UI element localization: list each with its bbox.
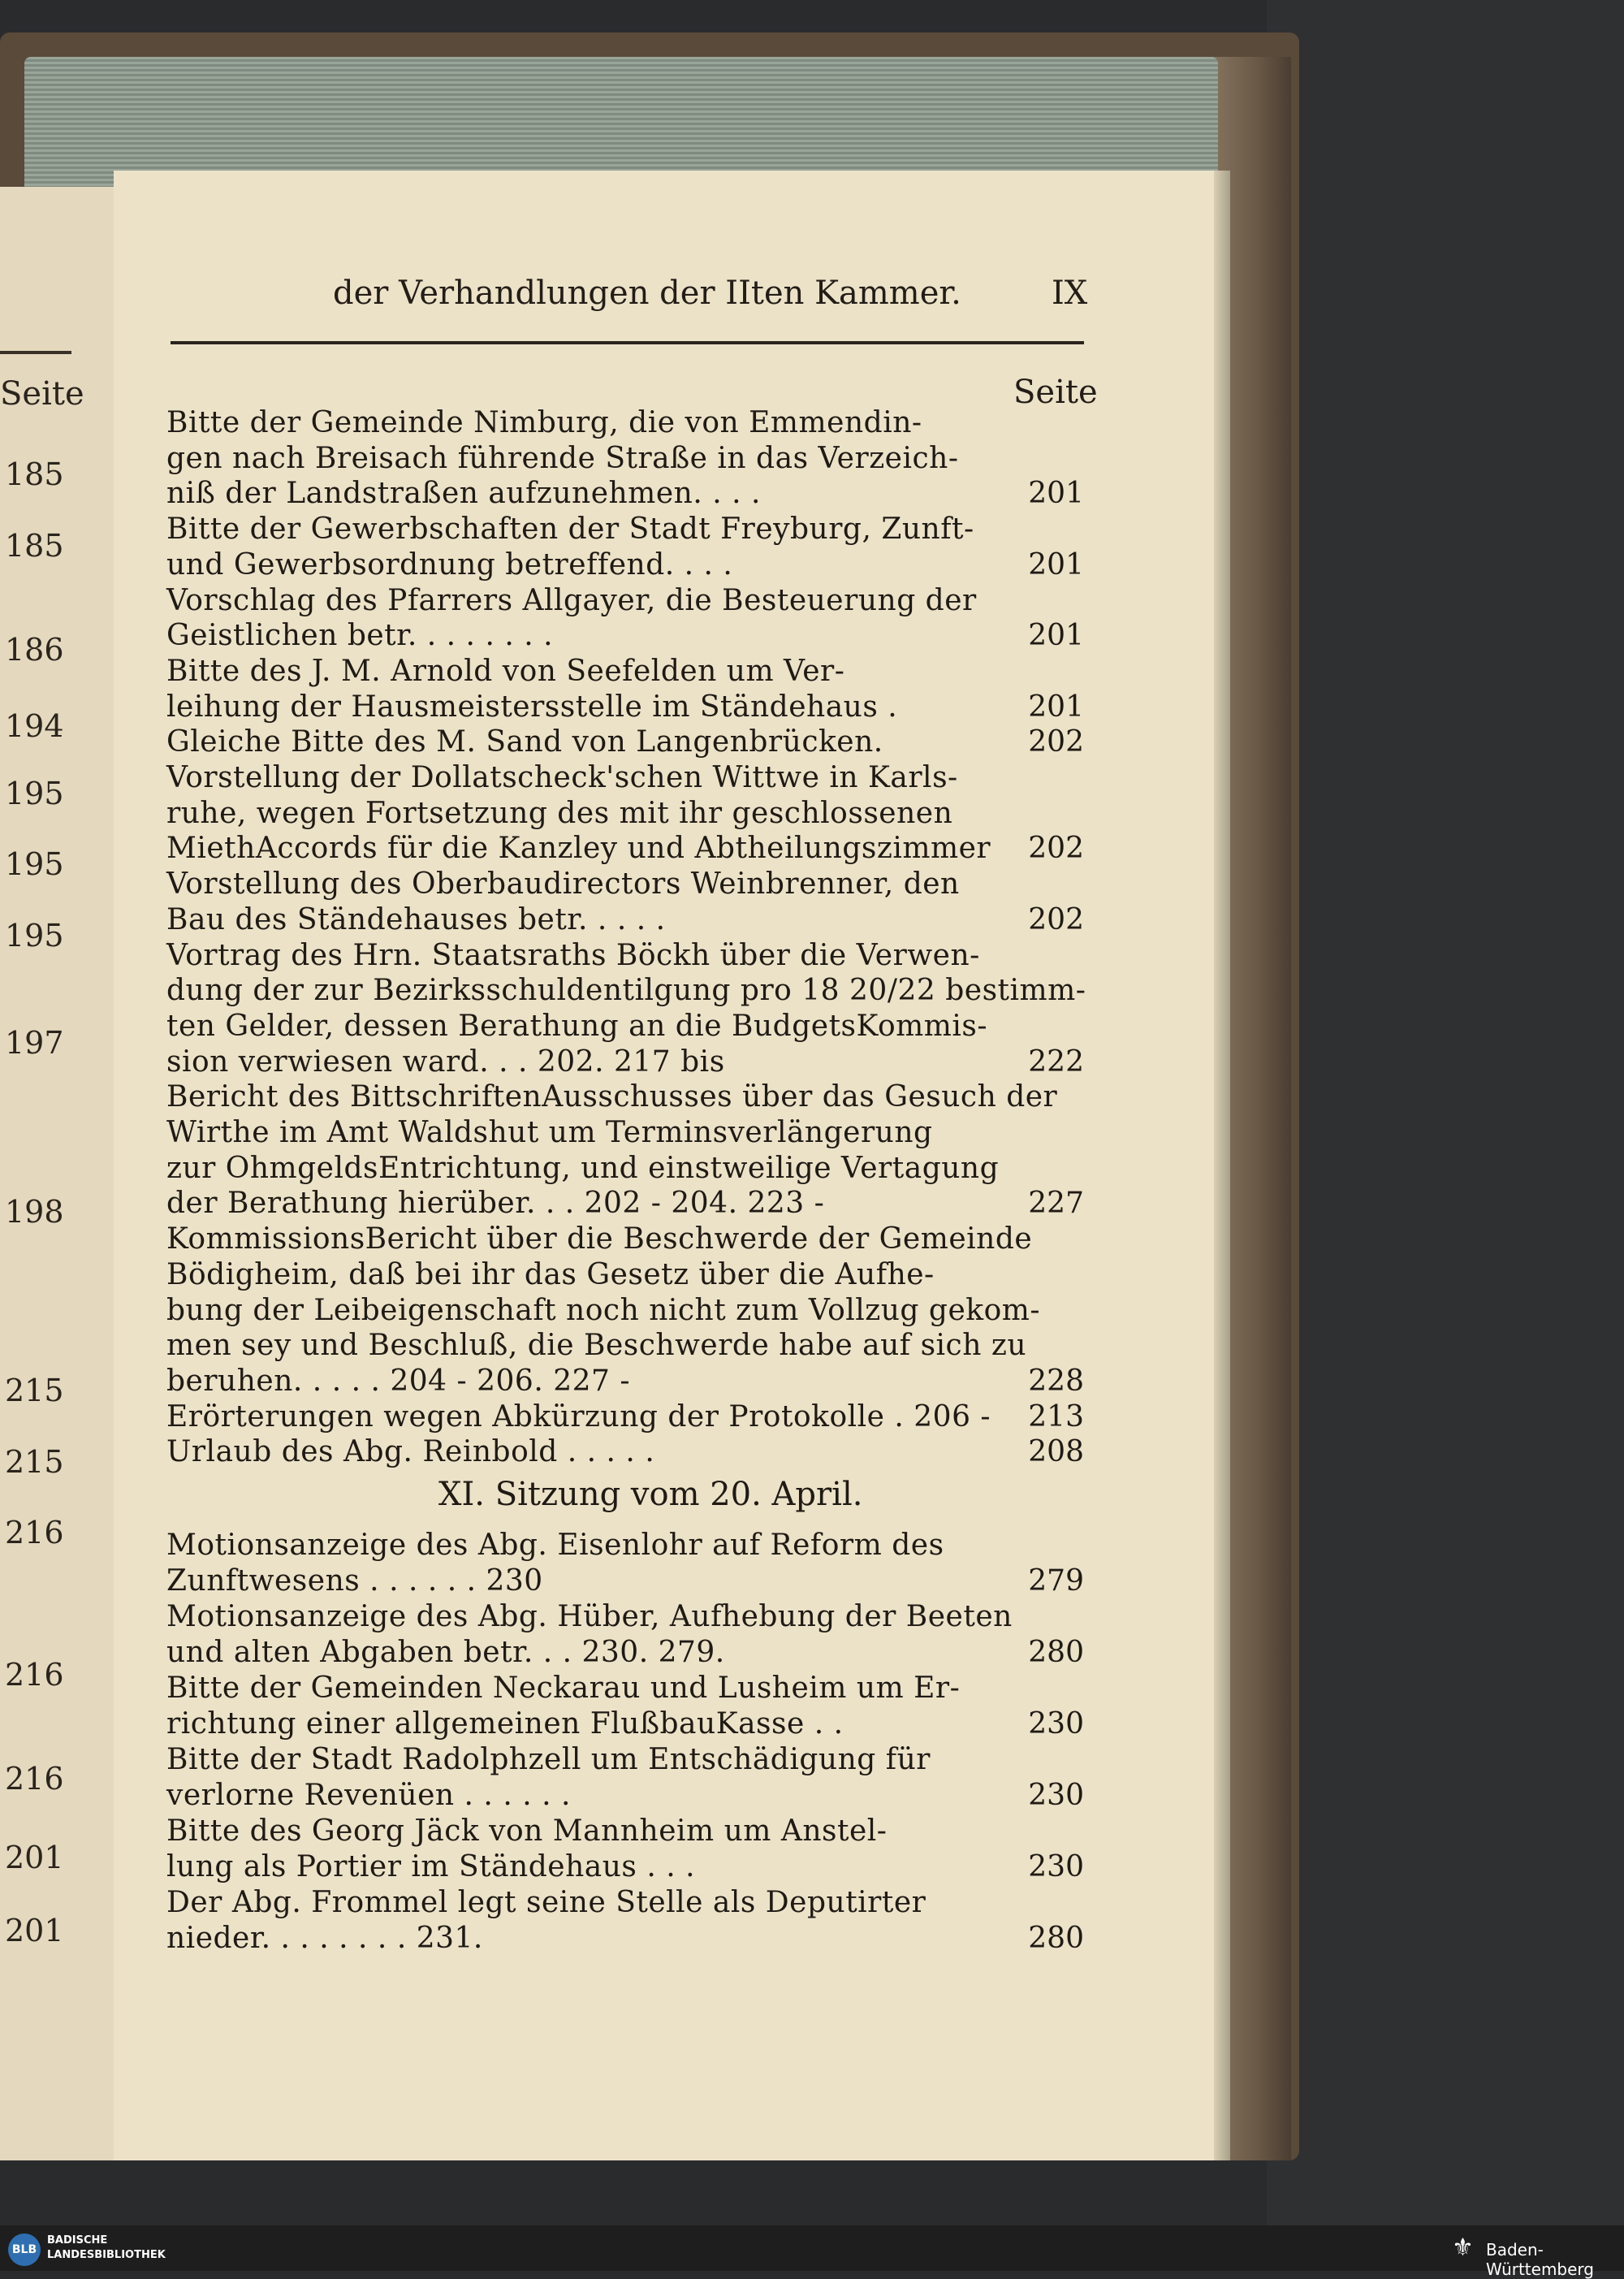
left-page-number: 197 xyxy=(5,1025,64,1061)
left-page-number: 201 xyxy=(5,1840,64,1875)
entry-line: der Berathung hierüber. . . 202 - 204. 223 - xyxy=(166,1187,825,1221)
entry-line: Motionsanzeige des Abg. Eisenlohr auf Reform des xyxy=(166,1529,944,1562)
entry-page-ref: 230 xyxy=(1028,1707,1084,1741)
entry-line: Gleiche Bitte des M. Sand von Langenbrücken. xyxy=(166,725,883,759)
footer-bar xyxy=(0,2225,1624,2271)
entry-line: Bödigheim, daß bei ihr das Gesetz über die Aufhe- xyxy=(166,1257,935,1291)
left-page-number: 216 xyxy=(5,1657,64,1693)
left-page-number: 185 xyxy=(5,528,64,564)
entry-page-ref: 227 xyxy=(1028,1187,1084,1221)
section-title: XI. Sitzung vom 20. April. xyxy=(438,1476,863,1513)
left-page-number: 194 xyxy=(5,708,64,744)
entry-page-ref: 222 xyxy=(1028,1044,1084,1079)
entry-line: gen nach Breisach führende Straße in das Verzeich- xyxy=(166,441,959,475)
left-page-number: 215 xyxy=(5,1373,64,1408)
library-name xyxy=(47,2234,166,2263)
library-name-line1: BADISCHE xyxy=(47,2234,108,2247)
page-edges xyxy=(24,57,1218,187)
left-page-number: 195 xyxy=(5,776,64,811)
entry-line: Zunftwesens . . . . . . 230 xyxy=(166,1564,543,1598)
entry-line: Wirthe im Amt Waldshut um Terminsverlängerung xyxy=(166,1116,933,1149)
entry-page-ref: 280 xyxy=(1028,1922,1084,1955)
background xyxy=(1267,0,1624,2225)
entry-line: dung der zur Bezirksschuldentilgung pro 18 20/22 bestimm- xyxy=(166,974,1086,1008)
entry-page-ref: 202 xyxy=(1028,725,1084,759)
entry-line: Motionsanzeige des Abg. Hüber, Aufhebung der Beeten xyxy=(166,1600,1013,1633)
left-page-heading: Seite xyxy=(0,375,84,413)
entry-line: Bericht des BittschriftenAusschusses über das Gesuch der xyxy=(166,1080,1058,1114)
running-header: der Verhandlungen der IIten Kammer. xyxy=(333,275,961,312)
entry-line: men sey und Beschluß, die Beschwerde habe auf sich zu xyxy=(166,1329,1027,1363)
entry-line: Geistlichen betr. . . . . . . . xyxy=(166,619,554,653)
left-page-number: 198 xyxy=(5,1194,64,1230)
blb-logo: BLB xyxy=(8,2234,41,2266)
entry-page-ref: 213 xyxy=(1028,1399,1084,1434)
entry-line: Vorstellung des Oberbaudirectors Weinbrenner, den xyxy=(166,867,960,902)
entry-page-ref: 280 xyxy=(1028,1636,1084,1669)
entry-line: beruhen. . . . . 204 - 206. 227 - xyxy=(166,1364,631,1398)
entry-line: lung als Portier im Ständehaus . . . xyxy=(166,1850,696,1883)
entry-line: Der Abg. Frommel legt seine Stelle als Deputirter xyxy=(166,1886,926,1919)
state-label: Baden-Württemberg xyxy=(1486,2240,1594,2279)
entry-line: sion verwiesen ward. . . 202. 217 bis xyxy=(166,1044,725,1079)
entry-line: Bitte der Gewerbschaften der Stadt Freyburg, Zunft- xyxy=(166,512,974,547)
entry-page-ref: 279 xyxy=(1028,1564,1084,1598)
entry-line: Urlaub des Abg. Reinbold . . . . . xyxy=(166,1435,655,1469)
left-page-number: 185 xyxy=(5,456,64,492)
left-page-number: 216 xyxy=(5,1761,64,1797)
entry-line: leihung der Hausmeistersstelle im Ständehaus . xyxy=(166,690,898,724)
entry-line: verlorne Revenüen . . . . . . xyxy=(166,1779,571,1812)
entry-line: nieder. . . . . . . . 231. xyxy=(166,1922,483,1955)
entry-page-ref: 201 xyxy=(1028,619,1084,653)
entry-line: und alten Abgaben betr. . . 230. 279. xyxy=(166,1636,725,1669)
entry-page-ref: 228 xyxy=(1028,1364,1084,1398)
coat-of-arms-icon: ⚜ xyxy=(1452,2234,1474,2262)
entry-line: bung der Leibeigenschaft noch nicht zum Vollzug gekom- xyxy=(166,1293,1041,1327)
column-heading: Seite xyxy=(1013,374,1098,411)
entry-line: Bitte der Stadt Radolphzell um Entschädigung für xyxy=(166,1743,931,1776)
left-page-number: 195 xyxy=(5,918,64,954)
entry-line: Bitte der Gemeinde Nimburg, die von Emmendin- xyxy=(166,406,922,439)
entry-line: und Gewerbsordnung betreffend. . . . xyxy=(166,547,733,582)
header-rule xyxy=(171,341,1084,344)
left-page-rule xyxy=(0,351,71,354)
left-page-number: 216 xyxy=(5,1515,64,1550)
library-name-line2: LANDESBIBLIOTHEK xyxy=(47,2249,166,2261)
entry-page-ref: 201 xyxy=(1028,690,1084,724)
page-number: IX xyxy=(1052,275,1088,312)
entry-page-ref: 230 xyxy=(1028,1779,1084,1812)
entry-line: richtung einer allgemeinen FlußbauKasse . . xyxy=(166,1707,844,1741)
entry-line: zur OhmgeldsEntrichtung, und einstweilige Vertagung xyxy=(166,1151,1000,1185)
page-right-edge xyxy=(1214,171,1230,2160)
entry-line: Vortrag des Hrn. Staatsraths Böckh über die Verwen- xyxy=(166,938,980,972)
entry-page-ref: 230 xyxy=(1028,1850,1084,1883)
left-page-number: 201 xyxy=(5,1913,64,1948)
entry-line: KommissionsBericht über die Beschwerde der Gemeinde xyxy=(166,1222,1033,1256)
left-page-number: 195 xyxy=(5,846,64,882)
entry-line: Vorstellung der Dollatscheck'schen Wittwe in Karls- xyxy=(166,761,958,794)
entry-line: Erörterungen wegen Abkürzung der Protokolle . 206 - xyxy=(166,1399,991,1434)
entry-line: Bitte des J. M. Arnold von Seefelden um Ver- xyxy=(166,654,845,688)
entry-line: Vorschlag des Pfarrers Allgayer, die Besteuerung der xyxy=(166,583,977,617)
entry-line: Bau des Ständehauses betr. . . . . xyxy=(166,902,666,936)
entry-line: Bitte des Georg Jäck von Mannheim um Anstel- xyxy=(166,1814,888,1848)
entry-page-ref: 202 xyxy=(1028,902,1084,936)
left-page-number: 215 xyxy=(5,1444,64,1480)
entry-page-ref: 208 xyxy=(1028,1435,1084,1469)
entry-page-ref: 202 xyxy=(1028,832,1084,866)
entry-line: Bitte der Gemeinden Neckarau und Lusheim um Er- xyxy=(166,1671,961,1705)
entry-page-ref: 201 xyxy=(1028,477,1084,511)
entry-line: ruhe, wegen Fortsetzung des mit ihr geschlossenen xyxy=(166,796,953,830)
entry-line: ten Gelder, dessen Berathung an die BudgetsKommis- xyxy=(166,1009,988,1043)
entry-line: MiethAccords für die Kanzley und Abtheilungszimmer xyxy=(166,832,991,866)
entry-line: niß der Landstraßen aufzunehmen. . . . xyxy=(166,477,761,511)
left-page-number: 186 xyxy=(5,632,64,668)
entry-page-ref: 201 xyxy=(1028,547,1084,582)
